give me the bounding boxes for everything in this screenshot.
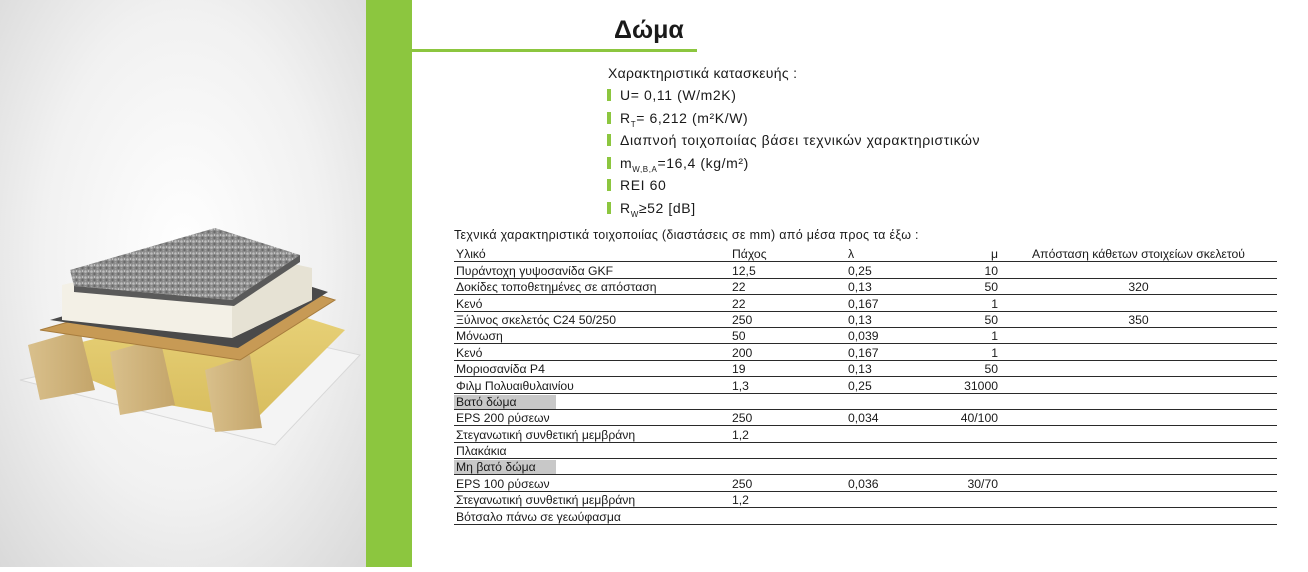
cell-thickness: 1,2 bbox=[730, 491, 846, 507]
cell-lambda: 0,036 bbox=[846, 475, 932, 491]
cell-lambda: 0,25 bbox=[846, 262, 932, 278]
cell-spacing bbox=[1000, 262, 1277, 278]
cell-mu: 1 bbox=[932, 295, 1000, 311]
cell-lambda: 0,13 bbox=[846, 311, 932, 327]
cell-thickness: 250 bbox=[730, 409, 846, 425]
property-rei: REI 60 bbox=[606, 174, 980, 197]
section-label-walkable: Βατό δώμα bbox=[454, 395, 556, 409]
cell-lambda: 0,167 bbox=[846, 344, 932, 360]
cell-spacing bbox=[1000, 491, 1277, 507]
spec-table bbox=[454, 246, 1277, 525]
cell-spacing bbox=[1000, 344, 1277, 360]
cell-material: Ξύλινος σκελετός C24 50/250 bbox=[454, 311, 730, 327]
cell-mu bbox=[932, 442, 1000, 458]
cell-mu: 10 bbox=[932, 262, 1000, 278]
table-row bbox=[454, 491, 1277, 507]
cell-thickness: 12,5 bbox=[730, 262, 846, 278]
illustration-panel bbox=[0, 0, 366, 567]
title-underline bbox=[412, 49, 697, 52]
cell-mu: 50 bbox=[932, 311, 1000, 327]
section-row-non-walkable bbox=[454, 459, 1277, 475]
accent-bar bbox=[366, 0, 412, 567]
cell-material: EPS 200 ρύσεων bbox=[454, 409, 730, 425]
header-material: Υλικό bbox=[454, 246, 730, 262]
table-row bbox=[454, 295, 1277, 311]
table-row bbox=[454, 409, 1277, 425]
cell-material: Κενό bbox=[454, 344, 730, 360]
spec-header-row bbox=[454, 246, 1277, 262]
cell-lambda: 0,034 bbox=[846, 409, 932, 425]
cell-thickness: 19 bbox=[730, 360, 846, 376]
cell-lambda: 0,13 bbox=[846, 278, 932, 294]
cell-lambda: 0,167 bbox=[846, 295, 932, 311]
property-rw: $R_W\ge 52$ [dB] bbox=[606, 197, 980, 220]
cell-mu bbox=[932, 508, 1000, 524]
cell-spacing bbox=[1000, 360, 1277, 376]
table-row bbox=[454, 311, 1277, 327]
cell-material: Πλακάκια bbox=[454, 442, 730, 458]
table-row bbox=[454, 508, 1277, 524]
cell-material: Μοριοσανίδα P4 bbox=[454, 360, 730, 376]
cell-material: Δοκίδες τοποθετημένες σε απόσταση bbox=[454, 278, 730, 294]
spec-caption: Τεχνικά χαρακτηριστικά τοιχοποιίας (διαστάσεις σε mm) από μέσα προς τα έξω : bbox=[454, 228, 919, 242]
cell-spacing bbox=[1000, 475, 1277, 491]
table-row bbox=[454, 327, 1277, 343]
properties-list bbox=[606, 84, 980, 219]
cell-thickness: 250 bbox=[730, 475, 846, 491]
header-spacing: Απόσταση κάθετων στοιχείων σκελετού bbox=[1000, 246, 1277, 262]
cell-lambda bbox=[846, 426, 932, 442]
cell-material: EPS 100 ρύσεων bbox=[454, 475, 730, 491]
cell-lambda bbox=[846, 442, 932, 458]
cell-spacing bbox=[1000, 442, 1277, 458]
roof-section-illustration bbox=[0, 0, 366, 567]
cell-spacing bbox=[1000, 295, 1277, 311]
table-row bbox=[454, 360, 1277, 376]
cell-thickness: 1,2 bbox=[730, 426, 846, 442]
cell-mu: 31000 bbox=[932, 377, 1000, 393]
cell-material: Κενό bbox=[454, 295, 730, 311]
cell-spacing bbox=[1000, 426, 1277, 442]
section-label-non-walkable: Μη βατό δώμα bbox=[454, 460, 556, 474]
cell-spacing bbox=[1000, 377, 1277, 393]
cell-spacing bbox=[1000, 508, 1277, 524]
cell-lambda: 0,039 bbox=[846, 327, 932, 343]
cell-thickness: 22 bbox=[730, 278, 846, 294]
header-mu: μ bbox=[932, 246, 1000, 262]
cell-lambda: 0,25 bbox=[846, 377, 932, 393]
cell-mu: 50 bbox=[932, 360, 1000, 376]
cell-lambda: 0,13 bbox=[846, 360, 932, 376]
cell-material: Στεγανωτική συνθετική μεμβράνη bbox=[454, 426, 730, 442]
property-u-value: U= 0,11 (W/m2K) bbox=[606, 84, 980, 107]
cell-mu: 1 bbox=[932, 327, 1000, 343]
table-row bbox=[454, 262, 1277, 278]
cell-spacing bbox=[1000, 327, 1277, 343]
cell-material: Στεγανωτική συνθετική μεμβράνη bbox=[454, 491, 730, 507]
cell-thickness: 22 bbox=[730, 295, 846, 311]
cell-mu: 40/100 bbox=[932, 409, 1000, 425]
table-row bbox=[454, 278, 1277, 294]
cell-material: Φιλμ Πολυαιθυλαινίου bbox=[454, 377, 730, 393]
header-lambda: λ bbox=[846, 246, 932, 262]
page-title: Δώμα bbox=[614, 16, 684, 44]
table-row bbox=[454, 377, 1277, 393]
property-breathability: Διαπνοή τοιχοποιίας βάσει τεχνικών χαρακτηριστικών bbox=[606, 129, 980, 152]
cell-material: Βότσαλο πάνω σε γεωύφασμα bbox=[454, 508, 730, 524]
cell-thickness: 200 bbox=[730, 344, 846, 360]
cell-thickness: 50 bbox=[730, 327, 846, 343]
cell-spacing: 350 bbox=[1000, 311, 1277, 327]
cell-lambda bbox=[846, 491, 932, 507]
property-rt-value: $R_T= 6,212$ (m²K/W) bbox=[606, 107, 980, 130]
cell-mu bbox=[932, 491, 1000, 507]
cell-mu: 50 bbox=[932, 278, 1000, 294]
cell-material: Μόνωση bbox=[454, 327, 730, 343]
cell-mu bbox=[932, 426, 1000, 442]
section-row-walkable bbox=[454, 393, 1277, 409]
table-row bbox=[454, 442, 1277, 458]
cell-thickness bbox=[730, 508, 846, 524]
cell-material: Πυράντοχη γυψοσανίδα GKF bbox=[454, 262, 730, 278]
cell-thickness bbox=[730, 442, 846, 458]
properties-header: Χαρακτηριστικά κατασκευής : bbox=[608, 65, 798, 81]
property-mass: $m_{W,B,A}=16,4$ (kg/m²) bbox=[606, 152, 980, 175]
table-row bbox=[454, 426, 1277, 442]
cell-spacing bbox=[1000, 409, 1277, 425]
table-row bbox=[454, 344, 1277, 360]
cell-lambda bbox=[846, 508, 932, 524]
table-row bbox=[454, 475, 1277, 491]
cell-thickness: 250 bbox=[730, 311, 846, 327]
cell-thickness: 1,3 bbox=[730, 377, 846, 393]
cell-mu: 30/70 bbox=[932, 475, 1000, 491]
cell-mu: 1 bbox=[932, 344, 1000, 360]
header-thickness: Πάχος bbox=[730, 246, 846, 262]
cell-spacing: 320 bbox=[1000, 278, 1277, 294]
